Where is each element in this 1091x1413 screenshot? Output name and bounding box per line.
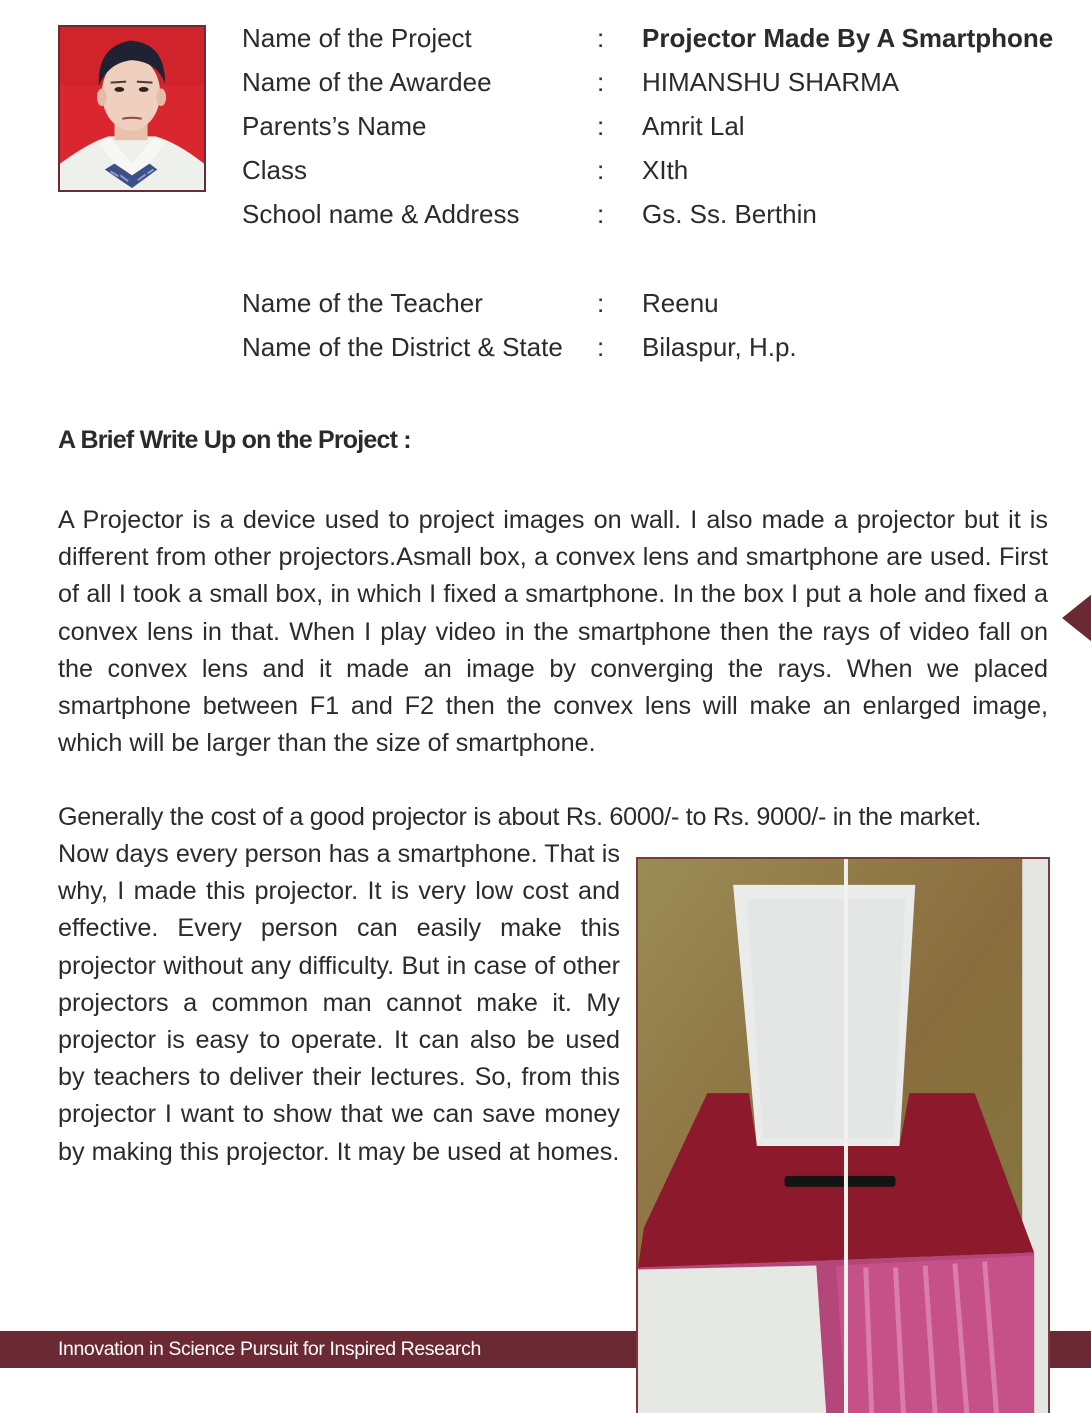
info-separator: : [597, 155, 605, 185]
info-label: School name & Address [242, 199, 520, 229]
project-title: Projector Made By A Smartphone [642, 23, 1054, 53]
writeup-paragraph-2: Now days every person has a smartphone. That is why, I made this projector. It is very low cost and effective. Every person can easily make this projector without any difficulty. But in case of other projectors a common man cannot make it. My projector is easy to operate. It can also be used by teachers to deliver their lectures. So, from this projector I want to show that we can save money by making this projector. It may be used at homes. [58, 840, 620, 1166]
school-value: Gs. Ss. Berthin [642, 199, 817, 229]
info-separator: : [597, 23, 605, 53]
info-label: Name of the District & State [242, 332, 563, 362]
info-row-district [242, 327, 1062, 367]
writeup-paragraph-2-lead: Generally the cost of a good projector is about Rs. 6000/- to Rs. 9000/- in the market. [58, 803, 982, 831]
info-separator: : [597, 111, 605, 141]
info-label: Name of the Project [242, 23, 472, 53]
info-label: Class [242, 155, 308, 185]
parents-name: Amrit Lal [642, 111, 745, 141]
project-photo-image [638, 859, 1048, 1413]
awardee-name: HIMANSHU SHARMA [642, 67, 900, 97]
info-row-school [242, 194, 1062, 234]
info-separator: : [597, 67, 605, 97]
info-separator: : [597, 332, 605, 362]
info-row-parents [242, 106, 1062, 146]
page-tab-marker-icon [1062, 594, 1091, 642]
project-photo [636, 857, 1050, 1413]
info-separator: : [597, 288, 605, 318]
info-label: Name of the Teacher [242, 288, 483, 318]
info-label: Parents’s Name [242, 111, 427, 141]
info-row-project-name [242, 18, 1062, 58]
writeup-paragraph-1: A Projector is a device used to project images on wall. I also made a projector but it is different from other projectors.Asmall box, a convex lens and smartphone are used. First of all I took a small box, in which I fixed a smartphone. In the box I put a hole and fixed a convex lens in that. When I play video in the smartphone then the rays of video fall on the convex lens and it made an image by converging the rays. When we placed smartphone between F1 and F2 then the convex lens will make an enlarged image, which will be larger than the size of smartphone. [58, 506, 1048, 758]
info-row-awardee [242, 62, 1062, 102]
footer-tagline: Innovation in Science Pursuit for Inspired Research [58, 1338, 481, 1360]
district-value: Bilaspur, H.p. [642, 332, 797, 362]
class-value: XIth [642, 155, 689, 185]
info-row-class [242, 150, 1062, 190]
info-label: Name of the Awardee [242, 67, 492, 97]
info-separator: : [597, 199, 605, 229]
awardee-portrait [58, 25, 206, 192]
info-row-teacher [242, 283, 1062, 323]
portrait-image [60, 27, 204, 190]
teacher-value: Reenu [642, 288, 719, 318]
writeup-heading: A Brief Write Up on the Project : [58, 426, 411, 454]
